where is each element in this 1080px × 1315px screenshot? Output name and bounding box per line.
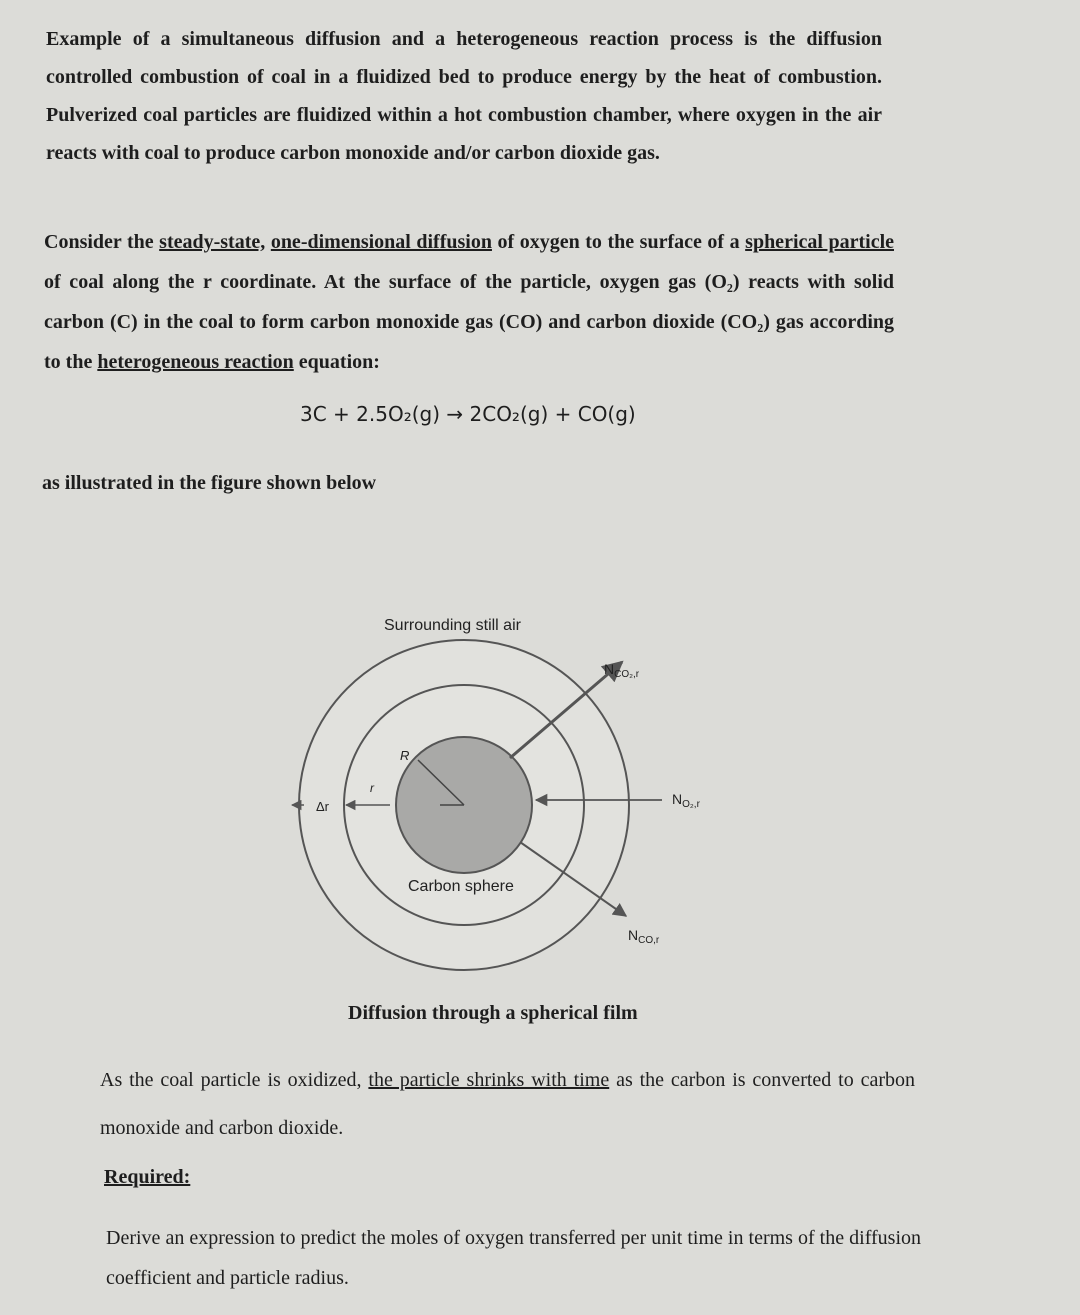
co-flux-label: $N_{CO,r}$ [628, 927, 660, 946]
carbon-sphere-label: Carbon sphere [408, 878, 514, 895]
heterogeneous-reaction-term: heterogeneous reaction [97, 351, 294, 373]
spherical-film-figure [270, 600, 770, 990]
spherical-particle-term: spherical particle [745, 231, 894, 253]
consider-text-4: of coal along the r coordinate. At the surface of the particle, oxygen gas (O₂) reacts with solid carbon (C) in the coal to form carbon monoxide gas (CO) and carbon dioxide (CO₂) gas according to the [44, 271, 894, 373]
consider-paragraph [44, 222, 894, 382]
shrink-text-2: as the carbon is converted to carbon monoxide and carbon dioxide. [100, 1069, 916, 1139]
steady-state-term: steady-state, [159, 231, 266, 253]
delta-r-label: Δr [316, 799, 330, 814]
illustrated-text: as illustrated in the figure shown below [42, 472, 377, 494]
r-label: r [370, 781, 374, 795]
shrink-text-1: As the coal particle is oxidized, [100, 1069, 369, 1091]
shrink-paragraph [100, 1056, 915, 1152]
shrink-underlined: the particle shrinks with time [368, 1069, 610, 1091]
surrounding-air-label: Surrounding still air [384, 617, 521, 634]
consider-text-5: equation: [293, 351, 380, 373]
figure-caption: Diffusion through a spherical film [348, 1002, 638, 1024]
required-paragraph: Derive an expression to predict the moles of oxygen transferred per unit time in terms of the diffusion coefficient and particle radius. [106, 1227, 921, 1289]
one-dimensional-term: one-dimensional diffusion [270, 231, 492, 253]
consider-text-1: Consider the [44, 231, 160, 253]
diffusion-diagram [270, 600, 770, 990]
intro-paragraph: Example of a simultaneous diffusion and a heterogeneous reaction process is the diffusion controlled combustion of coal in a fluidized bed to produce energy by the heat of combustion. Pulverized coal particles are fluidized within a hot combustion chamber, where oxygen in the air reacts with coal to produce carbon monoxide and/or carbon dioxide gas. [46, 28, 882, 164]
co2-flux-label: $N_{CO_2,r}$ [604, 661, 640, 680]
reaction-equation: 3C + 2.5O₂(g) → 2CO₂(g) + CO(g) [300, 402, 636, 426]
radius-label: R [400, 748, 410, 763]
o2-flux-label: $N_{O_2,r}$ [672, 791, 700, 810]
consider-text-3: of oxygen to the surface of a [491, 231, 746, 253]
required-heading: Required: [104, 1166, 191, 1188]
